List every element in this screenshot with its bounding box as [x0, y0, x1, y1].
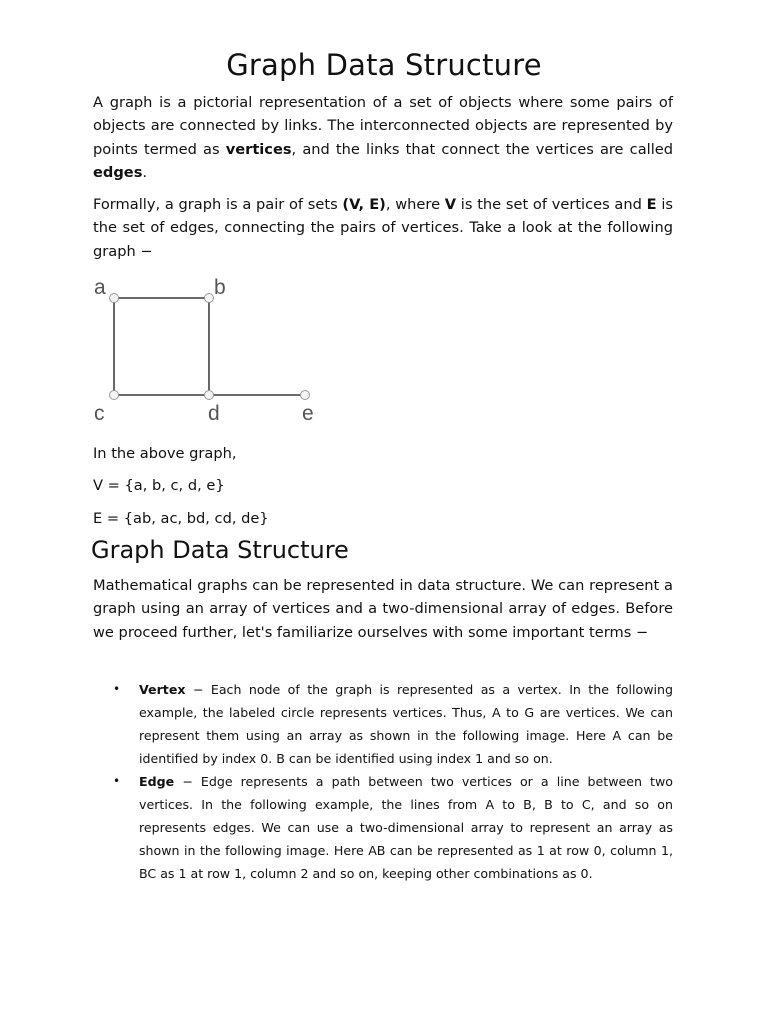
above-graph-text: In the above graph, [93, 445, 237, 462]
math-paragraph: Mathematical graphs can be represented in data structure. We can represent a graph using an array of vertices and a two-dimensional array of edges. Before we proceed further, let's familiarize ourselves with some important terms − [93, 577, 673, 641]
vertex-set-text: V = {a, b, c, d, e} [93, 477, 225, 494]
graph-diagram [88, 272, 328, 432]
vertex-e [301, 391, 310, 400]
list-item [93, 770, 673, 885]
intro-paragraph: A graph is a pictorial representation of a set of objects where some pairs of objects are connected by links. The interconnected objects are represented by points termed as vertices, and the links that connect the vertices are called edges. [93, 94, 674, 181]
terms-list [93, 678, 673, 885]
vertices-term: vertices [225, 140, 292, 158]
bullet-icon: • [113, 774, 121, 788]
page-title: Graph Data Structure [226, 48, 542, 82]
vertex-c [110, 391, 119, 400]
term-name: Edge [139, 774, 175, 789]
vertex-label-e: e [302, 402, 314, 425]
vertex-label-b: b [214, 276, 226, 299]
section-heading: Graph Data Structure [91, 536, 349, 564]
term-name: Vertex [139, 682, 186, 697]
edge-set-text: E = {ab, ac, bd, cd, de} [93, 510, 269, 527]
vertex-label-a: a [94, 276, 106, 299]
formal-definition-paragraph: Formally, a graph is a pair of sets (V, E), where V is the set of vertices and E is the set of edges, connecting the pairs of vertices. Take a look at the following graph − [93, 196, 673, 260]
list-item [93, 678, 673, 770]
vertex-b [205, 294, 214, 303]
term-description: − Each node of the graph is represented as a vertex. In the following example, the labeled circle represents vertices. Thus, A to G are vertices. We can represent them using an array as shown in the following image. Here A can be identified by index 0. B can be identified using index 1 and so on. [139, 682, 673, 766]
edges-term: edges [93, 163, 143, 181]
term-description: − Edge represents a path between two vertices or a line between two vertices. In the following example, the lines from A to B, B to C, and so on represents edges. We can use a two-dimensional array to represent an array as shown in the following image. Here AB can be represented as 1 at row 0, column 1, BC as 1 at row 1, column 2 and so on, keeping other combinations as 0. [139, 774, 673, 881]
bullet-icon: • [113, 682, 121, 696]
vertex-label-d: d [208, 402, 220, 425]
vertex-label-c: c [94, 402, 105, 425]
vertex-d [205, 391, 214, 400]
vertex-a [110, 294, 119, 303]
